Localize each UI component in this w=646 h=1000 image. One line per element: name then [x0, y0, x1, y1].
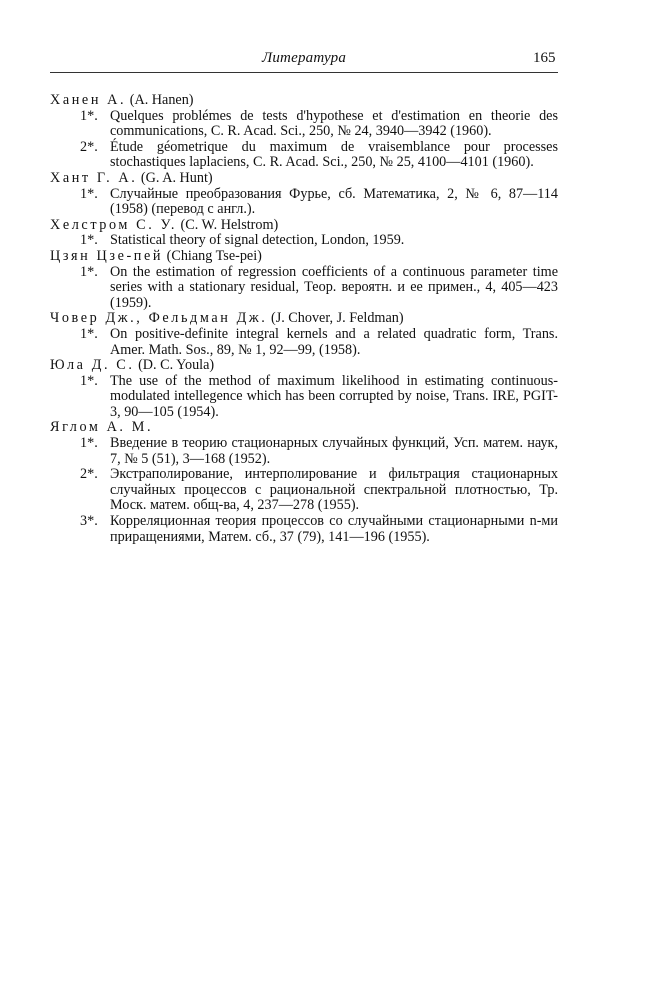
entry-text: The use of the method of maximum likelihood in estimating continuous-modulated intellegence which has been corrupted by noise, Trans. IRE, PGIT-3, 90—105 (1954).: [110, 372, 558, 420]
author-name: Човер Дж., Фельдман Дж.: [50, 310, 268, 327]
reference-list: [50, 93, 558, 545]
entry-number: 1*.: [80, 263, 98, 280]
author-latin-name: (Chiang Tse-pei): [166, 247, 262, 264]
author-heading: [50, 420, 558, 436]
reference-entry: [50, 436, 558, 467]
entry-number: 1*.: [80, 372, 98, 389]
author-name: Цзян Цзе-пей: [50, 247, 164, 264]
running-head-title: Литература: [262, 50, 347, 66]
reference-entry: [50, 327, 558, 358]
author-heading: [50, 218, 558, 234]
author-heading: [50, 358, 558, 374]
author-latin-name: (D. C. Youla): [138, 357, 215, 374]
author-heading: [50, 171, 558, 187]
entry-text: Случайные преобразования Фурье, сб. Математика, 2, № 6, 87—114 (1958) (перевод с англ.).: [110, 185, 558, 218]
reference-entry: [50, 109, 558, 140]
reference-entry: [50, 514, 558, 545]
entry-number: 1*.: [80, 435, 98, 452]
reference-entry: [50, 467, 558, 514]
author-latin-name: (G. A. Hunt): [140, 169, 213, 186]
reference-entry: [50, 233, 558, 249]
page-number: 165: [533, 50, 556, 66]
author-name: Ханен А.: [50, 92, 127, 108]
entry-number: 2*.: [80, 138, 98, 155]
author-heading: [50, 311, 558, 327]
entry-number: 1*.: [80, 185, 98, 202]
reference-entry: [50, 374, 558, 421]
author-latin-name: (A. Hanen): [129, 92, 194, 108]
author-name: Яглом А. М.: [50, 419, 154, 436]
entry-text: Statistical theory of signal detection, London, 1959.: [110, 232, 405, 249]
author-latin-name: (C. W. Helstrom): [180, 216, 279, 233]
reference-entry: [50, 265, 558, 312]
reference-entry: [50, 140, 558, 171]
entry-text: Введение в теорию стационарных случайных функций, Усп. матем. наук, 7, № 5 (51), 3—168 (1952).: [110, 435, 558, 467]
entry-number: 1*.: [80, 232, 98, 249]
entry-number: 1*.: [80, 325, 98, 342]
entry-number: 3*.: [80, 513, 98, 530]
reference-entry: [50, 187, 558, 218]
entry-text: Корреляционная теория процессов со случайными стационарными n-ми приращениями, Матем. сб., 37 (79), 141—196 (1955).: [110, 513, 558, 545]
author-latin-name: (J. Chover, J. Feldman): [270, 310, 404, 327]
entry-text: Quelques problémes de tests d'hypothese et d'estimation en theorie des communications, C. R. Acad. Sci., 250, № 24, 3940—3942 (1960).: [110, 107, 558, 140]
entry-text: Экстраполирование, интерполирование и фильтрация стационарных случайных процессов с рациональной спектральной плотностью, Тр. Моск. матем. общ-ва, 4, 237—278 (1955).: [110, 466, 558, 514]
header-rule: [50, 72, 558, 73]
running-head: [0, 50, 646, 72]
author-name: Хелстром С. У.: [50, 216, 177, 233]
author-heading: [50, 249, 558, 265]
author-name: Юла Д. С.: [50, 357, 135, 374]
entry-text: On the estimation of regression coefficients of a continuous parameter time series with a stationary residual, Теор. вероятн. и ее примен., 4, 405—423 (1959).: [110, 263, 558, 311]
author-heading: [50, 93, 558, 109]
entry-number: 1*.: [80, 107, 98, 124]
entry-number: 2*.: [80, 466, 98, 483]
entry-text: On positive-definite integral kernels and a related quadratic form, Trans. Amer. Math. Sos., 89, № 1, 92—99, (1958).: [110, 325, 558, 358]
author-name: Хант Г. А.: [50, 169, 138, 186]
entry-text: Étude géometrique du maximum de vraisemblance pour processes stochastiques laplaciens, C. R. Acad. Sci., 250, № 25, 4100—4101 (1960).: [110, 138, 558, 171]
